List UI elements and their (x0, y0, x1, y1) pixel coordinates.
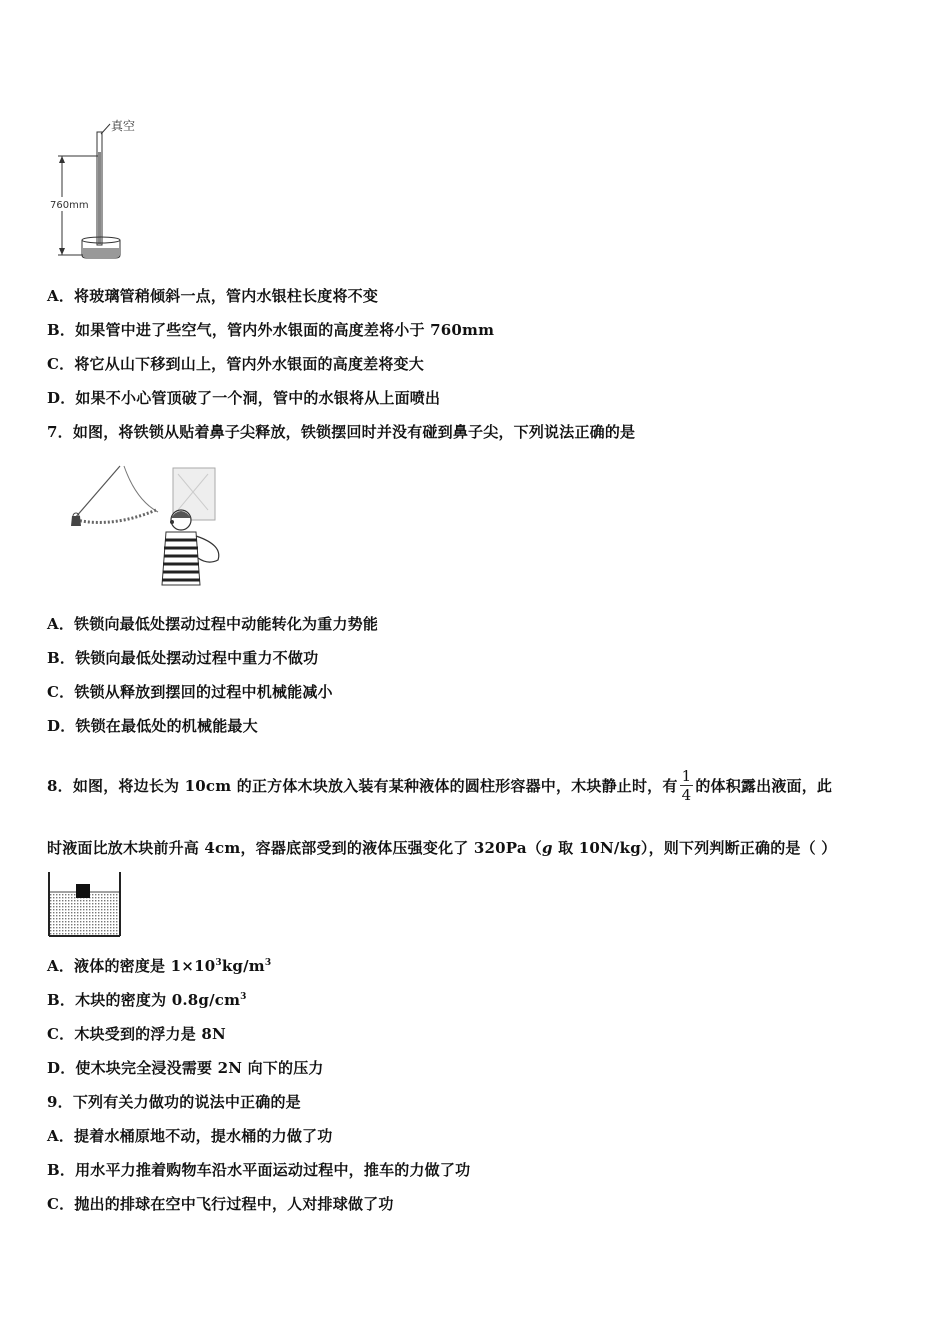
q8-option-a-exp2: 3 (264, 958, 272, 968)
q9-option-c: C．抛出的排球在空中飞行过程中，人对排球做了功 (47, 1195, 394, 1213)
q8-stem-line2-a: 时液面比放木块前升高 4cm，容器底部受到的液体压强变化了 320Pa（ (47, 839, 542, 857)
q8-option-b (47, 990, 247, 1010)
q6-option-c: C．将它从山下移到山上，管内外水银面的高度差将变大 (47, 355, 424, 373)
q9-stem: 9．下列有关力做功的说法中正确的是 (47, 1093, 301, 1111)
q7-option-b: B．铁锁向最低处摆动过程中重力不做功 (47, 649, 319, 667)
fraction-denominator: 4 (681, 785, 692, 804)
q9-option-b: B．用水平力推着购物车沿水平面运动过程中，推车的力做了功 (47, 1161, 471, 1179)
q8-stem-line2 (47, 838, 836, 858)
q8-stem-line2-b: 取 10N/kg），则下列判断正确的是（ ） (552, 839, 837, 857)
q8-option-b-exp: 3 (240, 992, 247, 1002)
q8-option-c: C．木块受到的浮力是 8N (47, 1025, 226, 1043)
q7-option-a: A．铁锁向最低处摆动过程中动能转化为重力势能 (47, 615, 379, 633)
q8-g-symbol: g (542, 839, 553, 857)
pendulum-figure (58, 460, 243, 590)
q6-option-a: A．将玻璃管稍倾斜一点，管内水银柱长度将不变 (47, 287, 379, 305)
barometer-figure (40, 112, 160, 262)
q8-stem-part1: 8．如图，将边长为 10cm 的正方体木块放入装有某种液体的圆柱形容器中，木块静止时，有 (47, 777, 678, 795)
fraction-numerator: 1 (681, 766, 692, 785)
q6-option-d: D．如果不小心管顶破了一个洞，管中的水银将从上面喷出 (47, 389, 441, 407)
q8-stem-line1 (47, 768, 832, 806)
q7-stem: 7．如图，将铁锁从贴着鼻子尖释放，铁锁摆回时并没有碰到鼻子尖，下列说法正确的是 (47, 423, 636, 441)
q8-option-a-unit: kg/m (221, 957, 265, 975)
height-label: 760mm (50, 200, 89, 211)
container-figure (47, 870, 123, 940)
fraction-one-quarter (680, 767, 694, 804)
q6-option-b: B．如果管中进了些空气，管内外水银面的高度差将小于 760mm (47, 321, 495, 339)
q8-option-a-exp1: 3 (215, 958, 222, 968)
q9-option-a: A．提着水桶原地不动，提水桶的力做了功 (47, 1127, 333, 1145)
q8-option-a-text: A．液体的密度是 1×10 (47, 957, 216, 975)
q7-option-d: D．铁锁在最低处的机械能最大 (47, 717, 258, 735)
q7-option-c: C．铁锁从释放到摆回的过程中机械能减小 (47, 683, 333, 701)
q8-option-d: D．使木块完全浸没需要 2N 向下的压力 (47, 1059, 324, 1077)
vacuum-label: 真空 (111, 119, 136, 133)
q8-option-a (47, 956, 271, 976)
q8-stem-part2: 的体积露出液面，此 (695, 777, 833, 795)
q8-option-b-text: B．木块的密度为 0.8g/cm (47, 991, 241, 1009)
